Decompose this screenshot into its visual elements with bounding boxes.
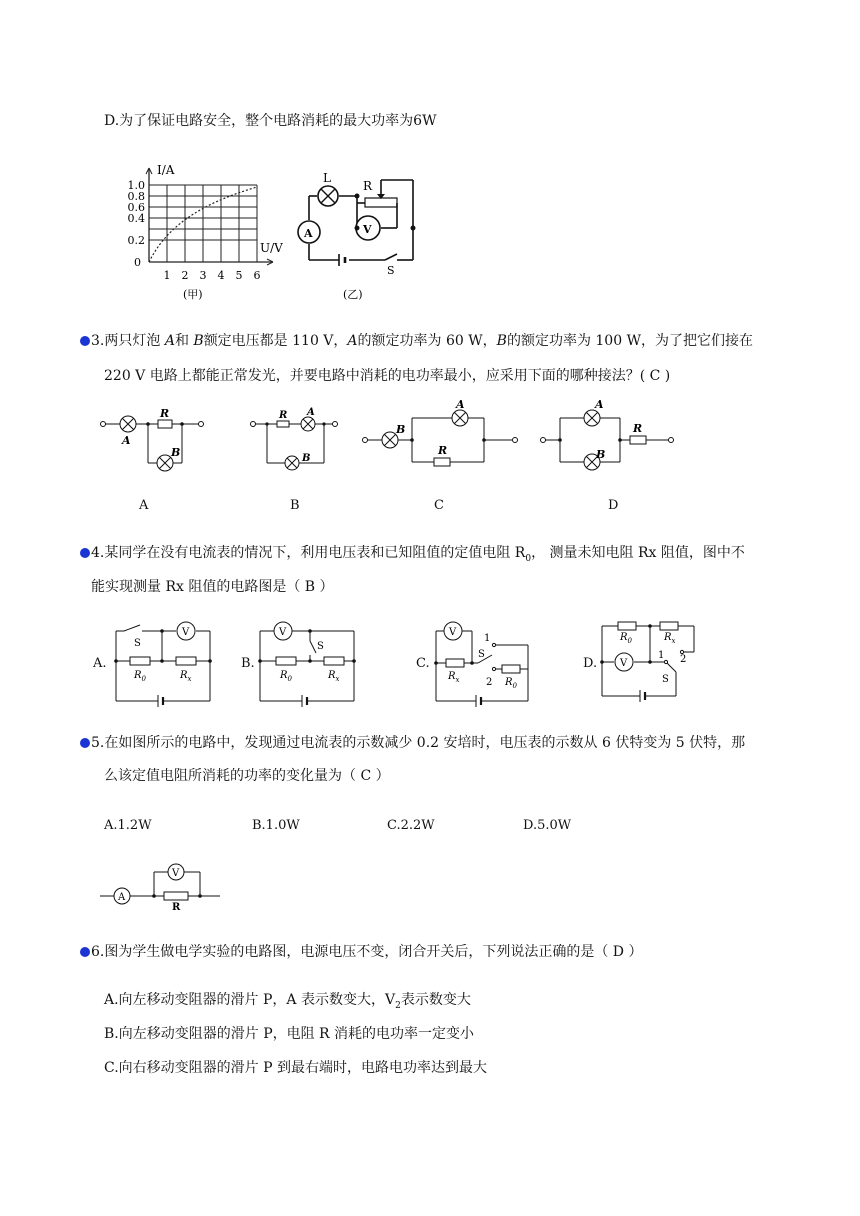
r0-label: $R_0$ — [505, 677, 517, 690]
rx-label: $R_x$ — [664, 632, 676, 645]
q5-choice: D.5.0W — [523, 818, 572, 833]
q2-option-d: D.为了保证电路安全，整个电路消耗的最大功率为6W — [104, 113, 437, 129]
q3-text: B — [496, 333, 507, 349]
q3-text: B — [193, 333, 204, 349]
q3-text: 和 — [174, 333, 194, 349]
switch-label: S — [662, 674, 669, 685]
q3-circuit-c — [362, 398, 522, 477]
lamp-b-label: B — [302, 453, 311, 464]
position-1-label: 1 — [658, 650, 665, 661]
resistor-label: R — [279, 410, 288, 421]
voltmeter-label: V — [363, 223, 372, 236]
y-tick: 0.4 — [127, 212, 145, 225]
lamp-b-label: B — [396, 423, 406, 436]
y-tick: 0.2 — [127, 234, 145, 247]
q3-circuit-a — [100, 407, 210, 482]
lamp-b-label: B — [171, 446, 181, 459]
ammeter-label: A — [118, 892, 126, 903]
q5-choice: B.1.0W — [252, 818, 300, 833]
ammeter-label: A — [304, 227, 313, 240]
q4-bullet — [80, 548, 90, 558]
q3-option-label: C — [434, 498, 444, 513]
q2-circuit — [293, 168, 433, 308]
resistor-label: R — [633, 422, 643, 435]
q3-bullet — [80, 336, 90, 346]
resistor-label: R — [160, 407, 170, 420]
q3-text: A — [164, 333, 175, 349]
q6-bullet — [80, 947, 90, 957]
voltmeter-label: V — [279, 627, 287, 638]
q6-option-a-sub: 2 — [395, 1000, 401, 1011]
q3-circuit-b — [250, 407, 340, 482]
q3-text: A — [347, 333, 358, 349]
y-tick: 0 — [134, 256, 141, 269]
q5-choice: A.1.2W — [104, 818, 152, 833]
x-tick: 6 — [253, 269, 261, 282]
q4-option-label: B. — [241, 656, 255, 671]
q4-text: 某同学在没有电流表的情况下，利用电压表和已知阻值的定值电阻 R — [104, 545, 526, 561]
voltmeter-label: V — [620, 658, 628, 669]
voltmeter-label: V — [172, 868, 180, 879]
switch-label: S — [317, 641, 324, 652]
q3-option-label: A — [139, 498, 149, 513]
q5-question-line2: 么该定值电阻所消耗的功率的变化量为（ C ） — [104, 768, 390, 784]
voltmeter-label: V — [182, 627, 190, 638]
rx-label: $R_x$ — [180, 670, 192, 683]
lamp-a-label: A — [456, 398, 465, 411]
circuit-caption: (乙) — [343, 288, 363, 301]
q5-circuit — [100, 862, 225, 912]
q6-option-c: C.向右移动变阻器的滑片 P 到最右端时，电路电功率达到最大 — [104, 1060, 487, 1076]
q3-text: 额定电压都是 110 V， — [203, 333, 348, 349]
q6-option-a-text: A.向左移动变阻器的滑片 P，A 表示数变大，V — [104, 992, 396, 1008]
q5-number: 5. — [91, 735, 105, 751]
r0-label: $R_0$ — [620, 632, 632, 645]
q4-option-label: C. — [416, 656, 430, 671]
q3-question-line1 — [91, 331, 753, 351]
graph-caption: (甲) — [183, 288, 203, 301]
q4-question-line2: 能实现测量 Rx 阻值的电路图是（ B ） — [91, 579, 334, 595]
q6-option-a — [104, 990, 471, 1016]
q6-number: 6. — [91, 944, 105, 960]
q4-text: ， 测量未知电阻 Rx 阻值，图中不 — [531, 545, 745, 561]
q3-question-line2: 220 V 电路上都能正常发光，并要电路中消耗的电功率最小，应采用下面的哪种接法？( C ) — [104, 368, 671, 384]
q4-option-label: A. — [93, 656, 107, 671]
q5-choice: C.2.2W — [387, 818, 435, 833]
r0-label: $R_0$ — [134, 670, 146, 683]
y-tick: 0.6 — [127, 201, 145, 214]
q4-circuit-a — [110, 617, 220, 707]
x-axis-label: U/V — [260, 241, 283, 255]
lamp-label: L — [323, 171, 331, 185]
rx-label: $R_x$ — [328, 670, 340, 683]
q4-number: 4. — [91, 545, 105, 561]
resistor-label: R — [363, 179, 373, 193]
position-2-label: 2 — [680, 654, 687, 665]
lamp-a-label: A — [307, 407, 315, 418]
voltmeter-label: V — [449, 627, 457, 638]
y-tick: 1.0 — [127, 179, 145, 192]
q3-option-label: D — [608, 498, 619, 513]
q3-option-label: B — [290, 498, 300, 513]
q4-option-label: D. — [583, 656, 598, 671]
q6-option-b: B.向左移动变阻器的滑片 P，电阻 R 消耗的电功率一定变小 — [104, 1026, 475, 1042]
switch-label: S — [478, 649, 485, 660]
resistor-label: R — [438, 444, 448, 457]
switch-label: S — [134, 638, 141, 649]
x-tick: 4 — [217, 269, 225, 282]
y-tick: 0.8 — [127, 190, 145, 203]
q5-question-line1 — [91, 733, 745, 753]
q3-circuit-d — [540, 398, 680, 477]
y-axis-label: I/A — [157, 163, 175, 177]
q4-circuit-d — [598, 612, 718, 702]
q3-number: 3. — [91, 333, 105, 349]
q3-text: 的额定功率为 60 W， — [357, 333, 497, 349]
resistor-label: R — [172, 902, 181, 913]
q6-text: 图为学生做电学实验的电路图，电源电压不变，闭合开关后，下列说法正确的是（ D ） — [104, 944, 643, 960]
q5-text: 在如图所示的电路中，发现通过电流表的示数减少 0.2 安培时，电压表的示数从 6 伏特变为 5 伏特，那 — [104, 735, 746, 751]
x-tick: 5 — [235, 269, 243, 282]
q4-circuit-c — [432, 617, 542, 707]
x-tick: 3 — [199, 269, 207, 282]
q4-text: 0 — [525, 553, 532, 564]
lamp-b-label: B — [596, 448, 606, 461]
q6-option-a-text: 表示数变大 — [400, 992, 471, 1008]
x-tick: 2 — [181, 269, 189, 282]
position-2-label: 2 — [486, 677, 493, 688]
x-tick: 1 — [163, 269, 171, 282]
r0-label: $R_0$ — [280, 670, 292, 683]
q6-question — [91, 942, 642, 962]
lamp-a-label: A — [122, 434, 131, 447]
q4-question-line1 — [91, 543, 745, 569]
position-1-label: 1 — [484, 633, 491, 644]
q3-text: 的额定功率为 100 W，为了把它们接在 — [506, 333, 753, 349]
q2-iu-graph — [115, 160, 283, 310]
rx-label: $R_x$ — [448, 671, 460, 684]
switch-label: S — [387, 264, 395, 277]
lamp-a-label: A — [595, 398, 604, 411]
q3-text: 两只灯泡 — [104, 333, 165, 349]
q4-circuit-b — [256, 617, 366, 707]
q5-bullet — [80, 738, 90, 748]
